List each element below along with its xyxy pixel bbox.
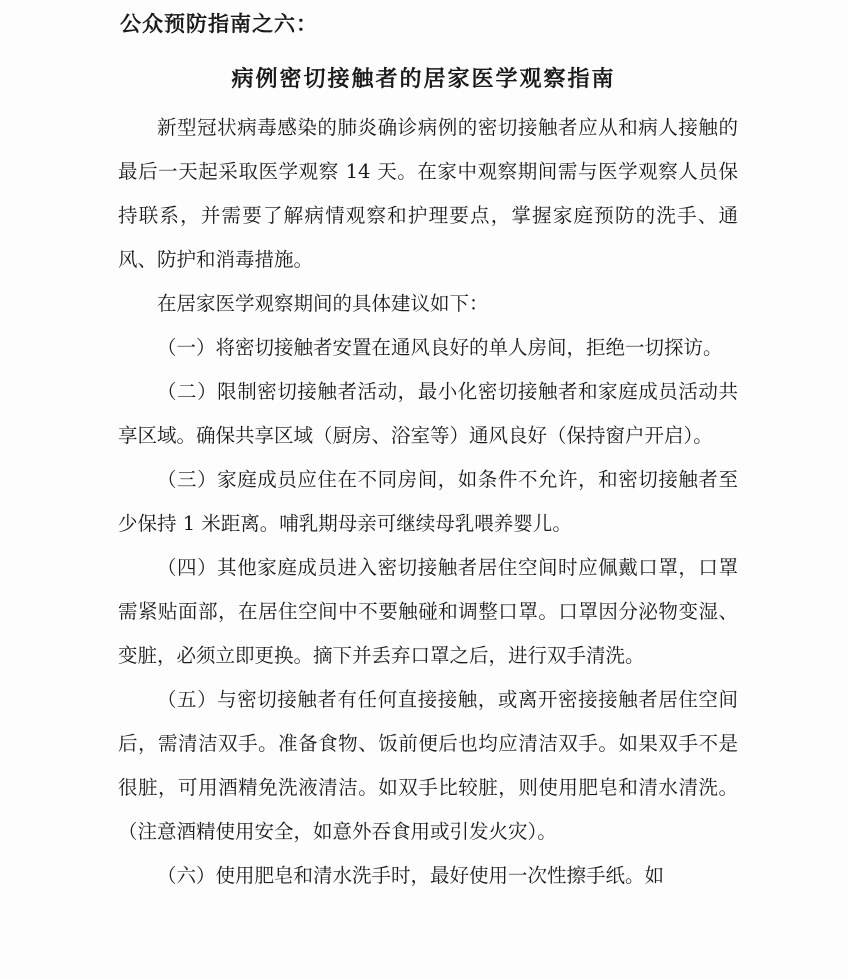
series-title: 公众预防指南之六： bbox=[120, 12, 318, 36]
document-body bbox=[118, 106, 738, 898]
advice-lead-paragraph: 在居家医学观察期间的具体建议如下： bbox=[157, 292, 489, 315]
advice-item-4: （四）其他家庭成员进入密切接触者居住空间时应佩戴口罩，口罩需紧贴面部，在居住空间中不要触碰和调整口罩。口罩因分泌物变湿、变脏，必须立即更换。摘下并丢弃口罩之后，进行双手清洗。 bbox=[118, 556, 738, 667]
intro-paragraph: 新型冠状病毒感染的肺炎确诊病例的密切接触者应从和病人接触的最后一天起采取医学观察 14 天。在家中观察期间需与医学观察人员保持联系，并需要了解病情观察和护理要点，掌握家庭预防的洗手、通风、防护和消毒措施。 bbox=[118, 116, 738, 271]
advice-item-2: （二）限制密切接触者活动，最小化密切接触者和家庭成员活动共享区域。确保共享区域（厨房、浴室等）通风良好（保持窗户开启）。 bbox=[118, 380, 738, 447]
advice-item-5: （五）与密切接触者有任何直接接触，或离开密接接触者居住空间后，需清洁双手。准备食物、饭前便后也均应清洁双手。如果双手不是很脏，可用酒精免洗液清洁。如双手比较脏，则使用肥皂和清水清洗。（注意酒精使用安全，如意外吞食用或引发火灾）。 bbox=[118, 688, 738, 843]
advice-item-3: （三）家庭成员应住在不同房间，如条件不允许，和密切接触者至少保持 1 米距离。哺乳期母亲可继续母乳喂养婴儿。 bbox=[118, 468, 738, 535]
advice-item-6: （六）使用肥皂和清水洗手时，最好使用一次性擦手纸。如 bbox=[157, 864, 665, 887]
document-title: 病例密切接触者的居家医学观察指南 bbox=[231, 67, 616, 92]
advice-item-1: （一）将密切接触者安置在通风良好的单人房间，拒绝一切探访。 bbox=[157, 336, 723, 359]
